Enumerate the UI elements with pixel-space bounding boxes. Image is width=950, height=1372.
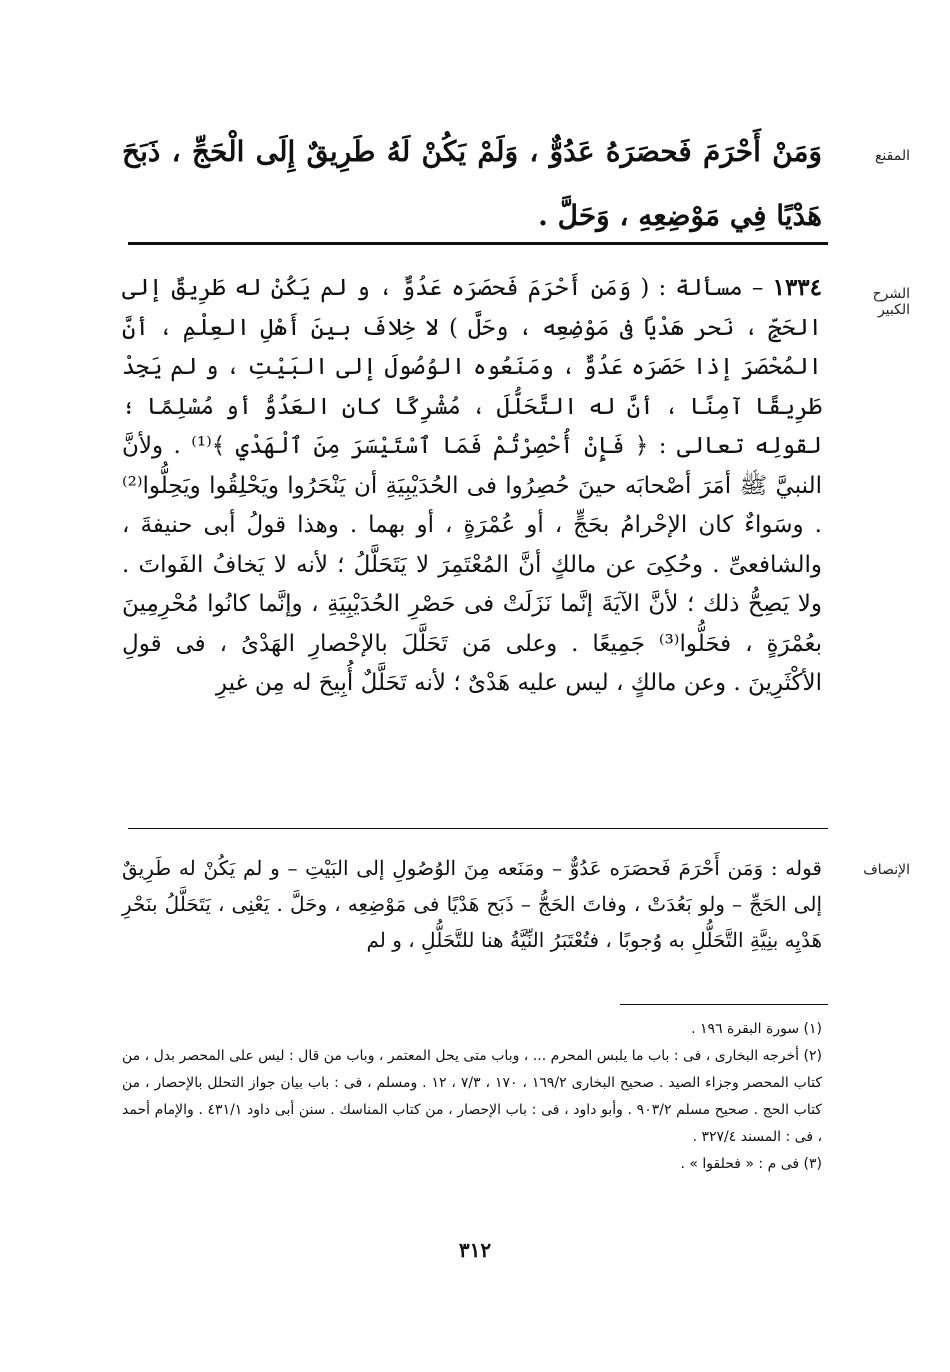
footnote-3: (٣) فى م : « فحلقوا » . (680, 1156, 822, 1172)
sharh-label: الشرح الكبير (872, 286, 910, 318)
insaf-label: الإنصاف (863, 862, 910, 878)
footnote-divider (620, 1004, 828, 1005)
page-number: ٣١٢ (458, 1238, 492, 1262)
sharh-paragraph (122, 268, 822, 704)
sharh-text-block (122, 268, 822, 704)
insaf-text-block (122, 850, 822, 958)
issue-number: ١٣٣٤ (772, 274, 823, 301)
muqni-label: المقنع (874, 148, 910, 164)
section-divider (128, 828, 828, 829)
footnote-2: (٢) أخرجه البخارى ، فى : باب ما يلبس المحرم ... ، وباب متى يحل المعتمر ، وباب من قال : ليس على المحصر بدل ، من كتاب المحصر وجزاء الصيد . صحيح البخارى ١٦٩/٢ ، ١٧٠ ، ٧/٣ ، ١٢ . ومسلم ، فى : باب بيان جواز التحلل بالإحصار ، من كتاب الحج . صحيح مسلم ٩٠٣/٢ . وأبو داود ، فى : باب الإحصار ، من كتاب المناسك . سنن أبى داود ٤٣١/١ . والإمام أحمد ، فى : المسند ٣٢٧/٤ . (122, 1048, 823, 1145)
footnote-1: (١) سورة البقرة ١٩٦ . (691, 1021, 822, 1037)
section-divider (128, 242, 828, 245)
footnotes (122, 1016, 822, 1178)
muqni-text: وَمَنْ أَحْرَمَ فَحصَرَهُ عَدُوٌّ ، وَلَمْ يَكُنْ لَهُ طَرِيقٌ إِلَى الْحَجِّ ، ذَبَحَ هَدْيًا فِي مَوْضِعِهِ ، وَحَلَّ . (122, 135, 822, 232)
sharh-text: – مسألة : ( وَمَن أَحْرَمَ فَحصَرَه عَدُوٌّ ، و لم يَكُنْ له طَرِيقٌ إلى الحَجِّ ، نَحر هَدْيًا فى مَوْضِعِه ، وحَلَّ ) لا خِلافَ بينَ أَهْلِ العِلْمِ ، أنَّ المُحْصَرَ إذا حَصَرَه عَدُوٌّ ، ومَنَعُوه الوُصُولَ إلى البَيْتِ ، و لم يَجِدْ طَرِيقًا آمِنًا ، أنَّ له التَّحَلُّلَ ، مُشْرِكًا كان العَدُوُّ أو مُسْلِمًا ؛ لقولِه تعالى : ﴿ فَإِنْ أُحْصِرْتُمْ فَمَا ٱسْتَيْسَرَ مِنَ ٱلْهَدْيِ ﴾⁽¹⁾ . ولأنَّ النبيَّ ﷺ أمَرَ أصْحابَه حينَ حُصِرُوا فى الحُدَيْبِيَةِ أن يَنْحَرُوا ويَحْلِقُوا ويَحِلُّوا⁽²⁾ . وسَواءٌ كان الإحْرامُ بحَجٍّ ، أو عُمْرَةٍ ، أو بهما . وهذا قولُ أبى حنيفةَ ، والشافعىِّ . وحُكِىَ عن مالكٍ أنَّ المُعْتَمِرَ لا يَتَحَلَّلُ ؛ لأنه لا يَخافُ الفَواتَ . ولا يَصِحُّ ذلك ؛ لأنَّ الآيَةَ إنَّما نَزَلَتْ فى حَصْرِ الحُدَيْبِيَةِ ، وإنَّما كانُوا مُحْرِمِينَ بعُمْرَةٍ ، فحَلُّوا⁽³⁾ جَمِيعًا . وعلى مَن تَحَلَّلَ بالإحْصارِ الهَدْىُ ، فى قولِ الأكْثَرِينَ . وعن مالكٍ ، ليس عليه هَدْىٌ ؛ لأنه تَحَلَّلٌ أُبِيحَ له مِن غيرِ (122, 275, 822, 696)
insaf-text: قوله : وَمَن أَحْرَمَ فَحصَرَه عَدُوٌّ – ومَنَعه مِنَ الوُصُولِ إلى البَيْتِ – و لم يَكُنْ له طَرِيقٌ إلى الحَجِّ – ولو بَعُدَتْ ، وفاتَ الحَجُّ – ذَبَح هَدْيًا فى مَوْضِعِه ، وحَلَّ . يَعْنِى ، يَتَحَلَّلُ بنَحْرِ هَدْيِه بنِيَّةِ التَّحَلُّلِ به وُجوبًا ، فتُعْتَبَرُ النِّيَّةُ هنا للتَّحَلُّلِ ، و لم (122, 856, 822, 952)
muqni-text-block (122, 120, 822, 248)
